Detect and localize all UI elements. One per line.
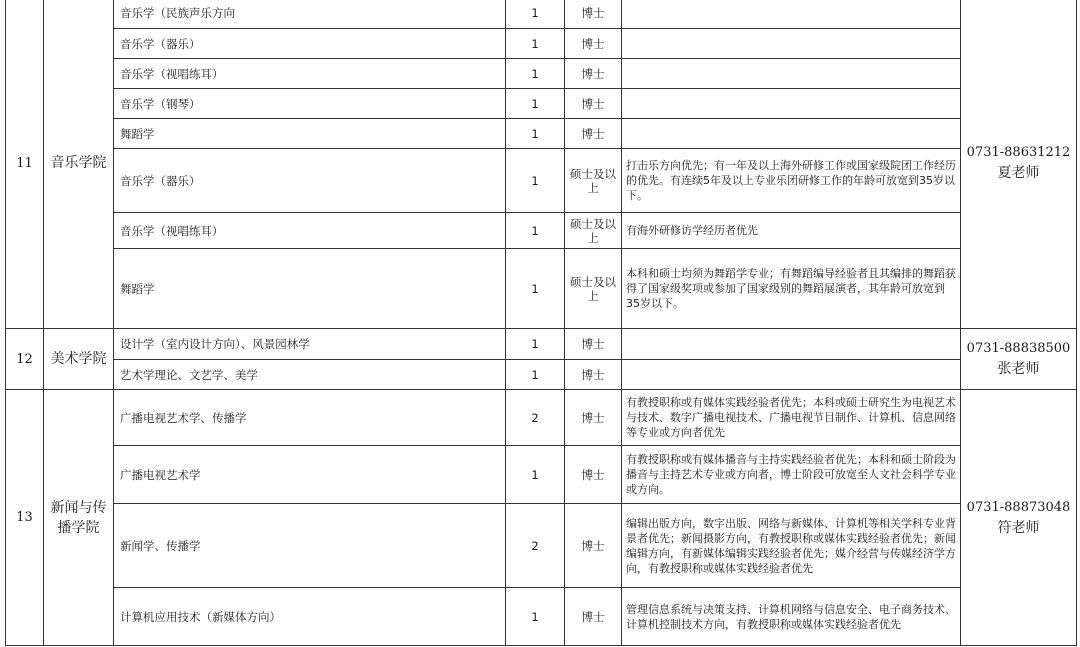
count-cell: 1 [506,119,565,149]
degree-cell: 博士 [565,119,622,149]
requirement-cell [622,89,961,119]
group-number: 13 [6,390,44,646]
major-cell: 音乐学（器乐） [114,149,506,213]
count-cell: 1 [506,588,565,646]
degree-cell: 博士 [565,504,622,588]
table-row [6,213,1077,249]
requirement-cell: 编辑出版方向，数字出版、网络与新媒体、计算机等相关学科专业背景者优先；新闻摄影方向，有教授职称或媒体实践经验者优先；新闻编辑方向，有新媒体编辑实践经验者优先；媒介经营与传媒经济学方向，有教授职称或媒体实践经验者优先 [622,504,961,588]
group-number: 11 [6,0,44,329]
requirement-cell: 管理信息系统与决策支持、计算机网络与信息安全、电子商务技术、计算机控制技术方向，有教授职称或媒体实践经验者优先 [622,588,961,646]
group-number: 12 [6,329,44,390]
contact-phone: 0731-88631212 [966,145,1071,160]
count-cell: 1 [506,446,565,504]
degree-cell: 博士 [565,446,622,504]
degree-cell: 博士 [565,329,622,360]
major-cell: 新闻学、传播学 [114,504,506,588]
table-row [6,446,1077,504]
major-cell: 音乐学（民族声乐方向 [114,0,506,29]
degree-cell: 博士 [565,0,622,29]
major-cell: 舞蹈学 [114,249,506,329]
requirement-cell: 有教授职称或有媒体实践经验者优先；本科或硕士研究生为电视艺术与技术、数字广播电视技术、广播电视节目制作、计算机、信息网络等专业或方向者优先 [622,390,961,446]
table-row [6,360,1077,390]
requirement-cell: 打击乐方向优先；有一年及以上海外研修工作或国家级院团工作经历的优先。有连续5年及以上专业乐团研修工作的年龄可放宽到35岁以下。 [622,149,961,213]
college-name: 音乐学院 [44,0,114,329]
major-cell: 音乐学（器乐） [114,29,506,59]
table-row [6,588,1077,646]
requirement-cell: 本科和硕士均须为舞蹈学专业；有舞蹈编导经验者且其编排的舞蹈获得了国家级奖项或参加了国家级别的舞蹈展演者，其年龄可放宽到35岁以下。 [622,249,961,329]
contact-person: 张老师 [997,361,1040,377]
table-row [6,504,1077,588]
requirement-cell [622,119,961,149]
contact-phone: 0731-88838500 [966,341,1071,356]
degree-cell: 博士 [565,588,622,646]
count-cell: 2 [506,390,565,446]
table-row [6,89,1077,119]
table-row [6,0,1077,29]
major-cell: 音乐学（视唱练耳） [114,213,506,249]
contact-cell [961,0,1077,329]
table-row [6,390,1077,446]
major-cell: 设计学（室内设计方向）、风景园林学 [114,329,506,360]
requirement-cell [622,360,961,390]
requirement-cell [622,59,961,89]
count-cell: 1 [506,29,565,59]
requirement-cell: 有海外研修访学经历者优先 [622,213,961,249]
degree-cell: 硕士及以上 [565,213,622,249]
degree-cell: 博士 [565,360,622,390]
table-row [6,59,1077,89]
table-row [6,249,1077,329]
degree-cell: 博士 [565,29,622,59]
count-cell: 1 [506,0,565,29]
table-row [6,149,1077,213]
contact-cell [961,329,1077,390]
table-row [6,29,1077,59]
count-cell: 1 [506,149,565,213]
major-cell: 艺术学理论、文艺学、美学 [114,360,506,390]
degree-cell: 博士 [565,390,622,446]
contact-person: 符老师 [997,519,1040,536]
contact-phone: 0731-88873048 [966,499,1071,515]
degree-cell: 硕士及以上 [565,249,622,329]
count-cell: 1 [506,249,565,329]
major-cell: 舞蹈学 [114,119,506,149]
college-name: 新闻与传播学院 [44,390,114,646]
count-cell: 2 [506,504,565,588]
table-row [6,119,1077,149]
major-cell: 音乐学（钢琴） [114,89,506,119]
count-cell: 1 [506,213,565,249]
count-cell: 1 [506,89,565,119]
recruitment-table [5,0,1077,646]
major-cell: 计算机应用技术（新媒体方向） [114,588,506,646]
contact-person: 夏老师 [997,165,1040,181]
count-cell: 1 [506,360,565,390]
college-name: 美术学院 [44,329,114,390]
requirement-cell [622,329,961,360]
requirement-cell [622,29,961,59]
major-cell: 广播电视艺术学 [114,446,506,504]
requirement-cell [622,0,961,29]
degree-cell: 硕士及以上 [565,149,622,213]
count-cell: 1 [506,59,565,89]
requirement-cell: 有教授职称或有媒体播音与主持实践经验者优先；本科和硕士阶段为播音与主持艺术专业或方向者，博士阶段可放宽至人文社会科学专业或方向。 [622,446,961,504]
count-cell: 1 [506,329,565,360]
contact-cell [961,390,1077,646]
major-cell: 音乐学（视唱练耳） [114,59,506,89]
degree-cell: 博士 [565,89,622,119]
degree-cell: 博士 [565,59,622,89]
table-row [6,329,1077,360]
major-cell: 广播电视艺术学、传播学 [114,390,506,446]
